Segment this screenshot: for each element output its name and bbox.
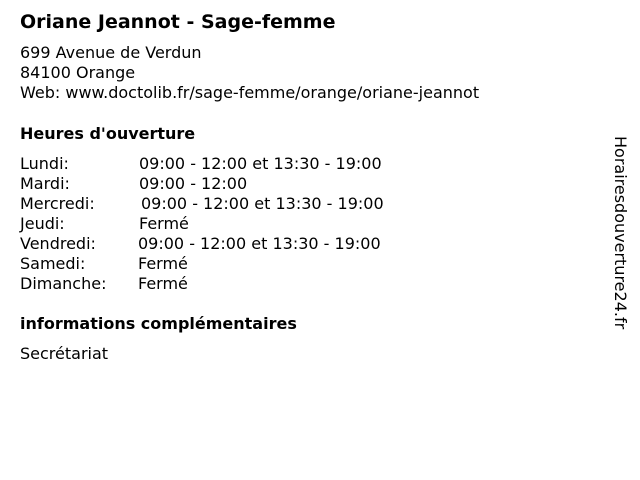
website-text: Web: www.doctolib.fr/sage-femme/orange/oriane-jeannot bbox=[20, 83, 480, 102]
day-label: Dimanche: bbox=[20, 274, 107, 293]
opening-hours-heading: Heures d'ouverture bbox=[20, 124, 196, 143]
time-value: Fermé bbox=[138, 254, 188, 273]
additional-info-text: Secrétariat bbox=[20, 344, 109, 363]
time-value: 09:00 - 12:00 et 13:30 - 19:00 bbox=[139, 154, 382, 173]
time-value: 09:00 - 12:00 et 13:30 - 19:00 bbox=[141, 194, 384, 213]
address-block bbox=[20, 43, 479, 103]
time-value: 09:00 - 12:00 bbox=[139, 174, 248, 193]
street-address: 699 Avenue de Verdun bbox=[20, 43, 202, 62]
time-value: Fermé bbox=[139, 214, 189, 233]
page-title: Oriane Jeannot - Sage-femme bbox=[20, 11, 336, 33]
day-label: Mardi: bbox=[20, 174, 70, 193]
city-address: 84100 Orange bbox=[20, 63, 136, 82]
day-label: Mercredi: bbox=[20, 194, 95, 213]
additional-info-heading: informations complémentaires bbox=[20, 314, 297, 333]
watermark-text: Horairesdouverture24.fr bbox=[611, 136, 630, 330]
time-value: Fermé bbox=[138, 274, 188, 293]
time-value: 09:00 - 12:00 et 13:30 - 19:00 bbox=[138, 234, 381, 253]
day-label: Vendredi: bbox=[20, 234, 96, 253]
day-label: Lundi: bbox=[20, 154, 69, 173]
day-label: Samedi: bbox=[20, 254, 86, 273]
day-label: Jeudi: bbox=[20, 214, 65, 233]
